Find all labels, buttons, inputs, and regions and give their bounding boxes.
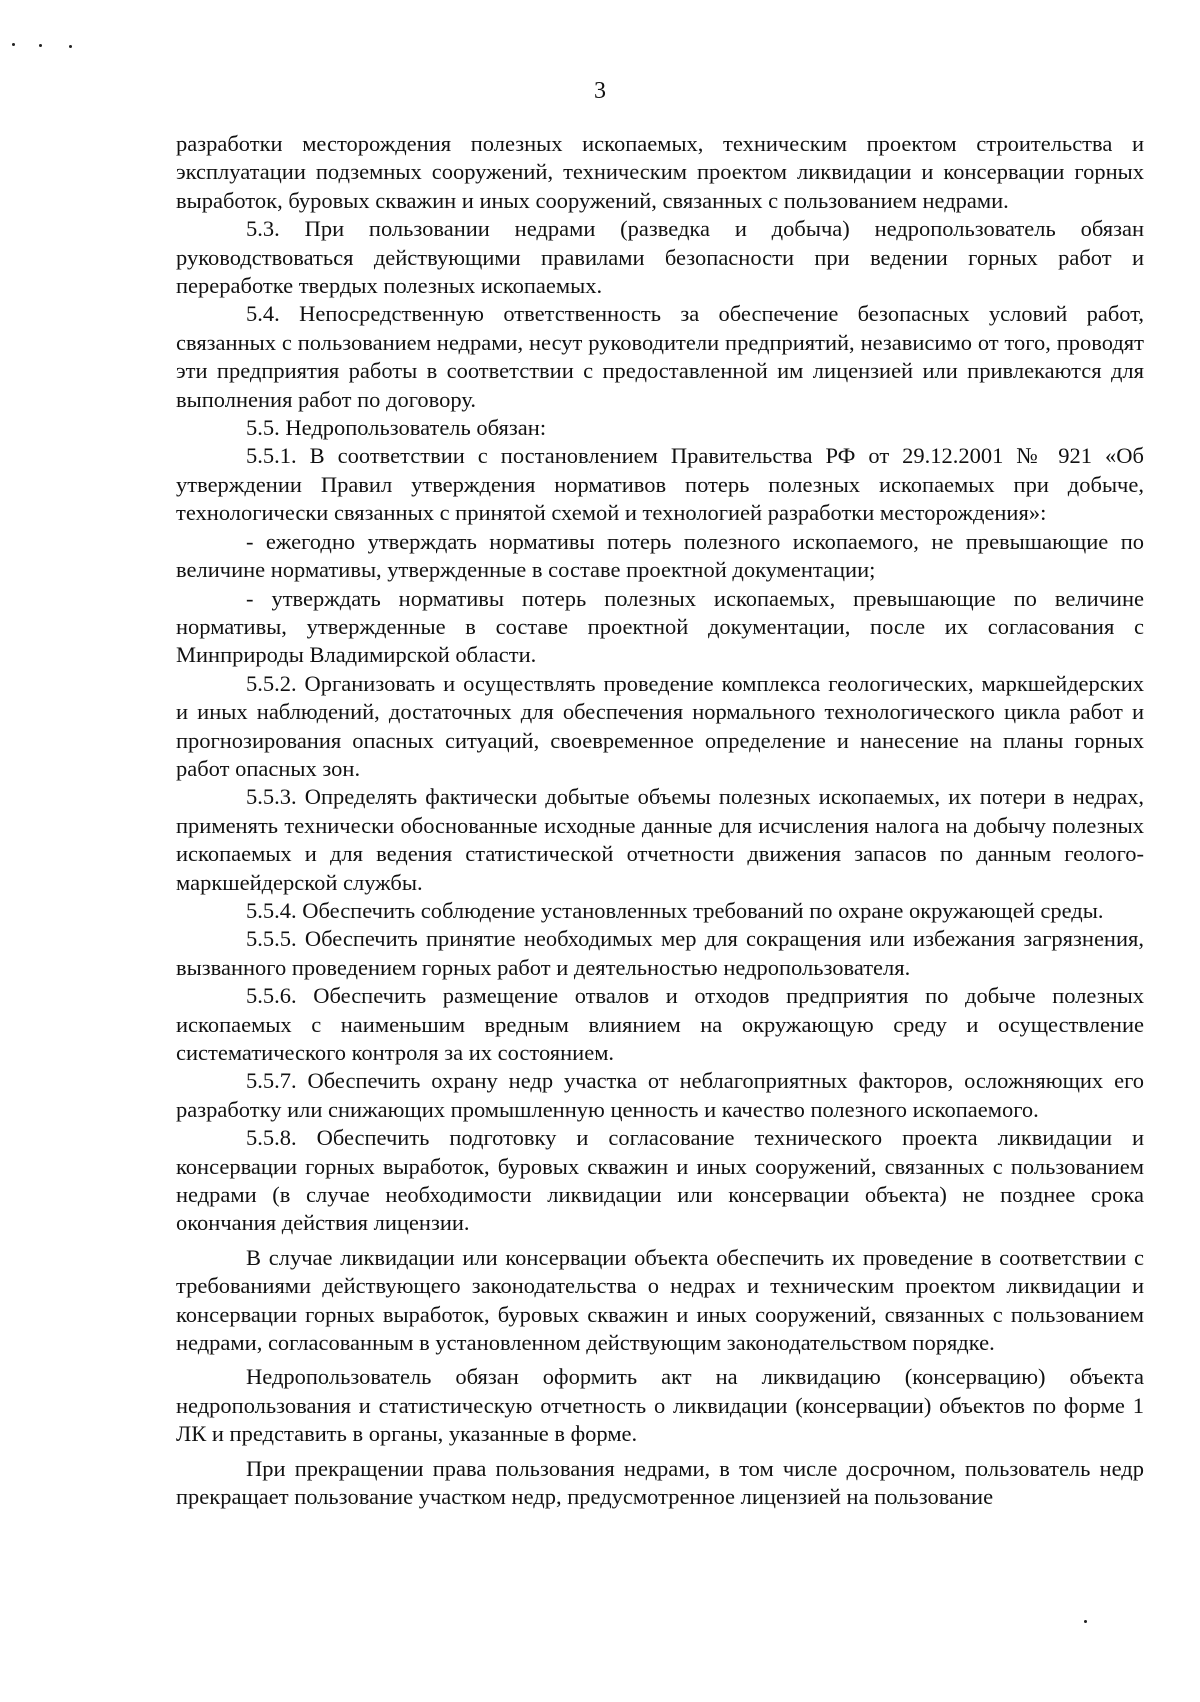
scan-artifact-dot [12, 43, 15, 46]
paragraph-5-3: 5.3. При пользовании недрами (разведка и добыча) недропользователь обязан руководствоваться действующими правилами безопасности при ведении горных работ и переработке твердых полезных ископаемых. [176, 216, 1144, 299]
document-body [176, 130, 1144, 1512]
scan-artifact-dot [39, 44, 42, 47]
paragraph-5-5-6: 5.5.6. Обеспечить размещение отвалов и отходов предприятия по добыче полезных ископаемых с наименьшим вредным влиянием на окружающую среду и осуществление систематического контроля за их состоянием. [176, 983, 1144, 1065]
paragraph-5-5-1: 5.5.1. В соответствии с постановлением Правительства РФ от 29.12.2001 № 921 «Об утверждении Правил утверждения нормативов потерь полезных ископаемых при добыче, технологически связанных с принятой схемой и технологией разработки месторождения»: [176, 443, 1144, 526]
paragraph-liquidation: В случае ликвидации или консервации объекта обеспечить их проведение в соответствии с требованиями действующего законодательства о недрах и техническим проектом ликвидации и консервации горных выработок, буровых скважин и иных сооружений, связанных с пользованием недрами, согласованным в установленном действующим законодательством порядке. [176, 1244, 1144, 1356]
paragraph-continuation: разработки месторождения полезных ископаемых, техническим проектом строительства и эксплуатации подземных сооружений, техническим проектом ликвидации и консервации горных выработок, буровых скважин и иных сооружений, связанных с пользованием недрами. [176, 131, 1144, 213]
paragraph-5-4: 5.4. Непосредственную ответственность за обеспечение безопасных условий работ, связанных с пользованием недрами, несут руководители предприятий, независимо от того, проводят эти предприятия работы в соответствии с предоставленной им лицензией или привлекаются для выполнения работ по договору. [176, 301, 1144, 412]
paragraph-5-5-5: 5.5.5. Обеспечить принятие необходимых мер для сокращения или избежания загрязнения, вызванного проведением горных работ и деятельностью недропользователя. [176, 926, 1144, 980]
paragraph-5-5-3: 5.5.3. Определять фактически добытые объемы полезных ископаемых, их потери в недрах, применять технически обоснованные исходные данные для исчисления налога на добычу полезных ископаемых и для ведения статистической отчетности движения запасов по данным геолого-маркшейдерской службы. [176, 784, 1144, 895]
scan-artifact-dot [69, 45, 72, 48]
paragraph-5-5-8: 5.5.8. Обеспечить подготовку и согласование технического проекта ликвидации и консервации горных выработок, буровых скважин и иных сооружений, связанных с пользованием недрами (в случае необходимости ликвидации или консервации объекта) не позднее срока окончания действия лицензии. [176, 1125, 1144, 1236]
paragraph-5-5-1-item-1: - ежегодно утверждать нормативы потерь полезного ископаемого, не превышающие по величине нормативы, утвержденные в составе проектной документации; [176, 528, 1144, 583]
paragraph-termination: При прекращении права пользования недрами, в том числе досрочном, пользователь недр прекращает пользование участком недр, предусмотренное лицензией на пользование [176, 1455, 1144, 1510]
paragraph-5-5-4: 5.5.4. Обеспечить соблюдение установленных требований по охране окружающей среды. [246, 897, 1104, 923]
paragraph-5-5: 5.5. Недропользователь обязан: [246, 415, 547, 441]
page-number: 3 [594, 78, 606, 104]
paragraph-liquidation-act: Недропользователь обязан оформить акт на ликвидацию (консервацию) объекта недропользования и статистическую отчетность о ликвидации (консервации) объектов по форме 1 ЛК и представить в органы, указанные в форме. [176, 1364, 1144, 1447]
paragraph-5-5-1-item-2: - утверждать нормативы потерь полезных ископаемых, превышающие по величине нормативы, утвержденные в составе проектной документации, после их согласования с Минприроды Владимирской области. [176, 585, 1144, 668]
paragraph-5-5-7: 5.5.7. Обеспечить охрану недр участка от неблагоприятных факторов, осложняющих его разработку или снижающих промышленную ценность и качество полезного ископаемого. [176, 1068, 1144, 1122]
scan-artifact-dot [1084, 1620, 1087, 1623]
paragraph-5-5-2: 5.5.2. Организовать и осуществлять проведение комплекса геологических, маркшейдерских и иных наблюдений, достаточных для обеспечения нормального технологического цикла работ и прогнозирования опасных ситуаций, своевременное определение и нанесение на планы горных работ опасных зон. [176, 670, 1144, 781]
